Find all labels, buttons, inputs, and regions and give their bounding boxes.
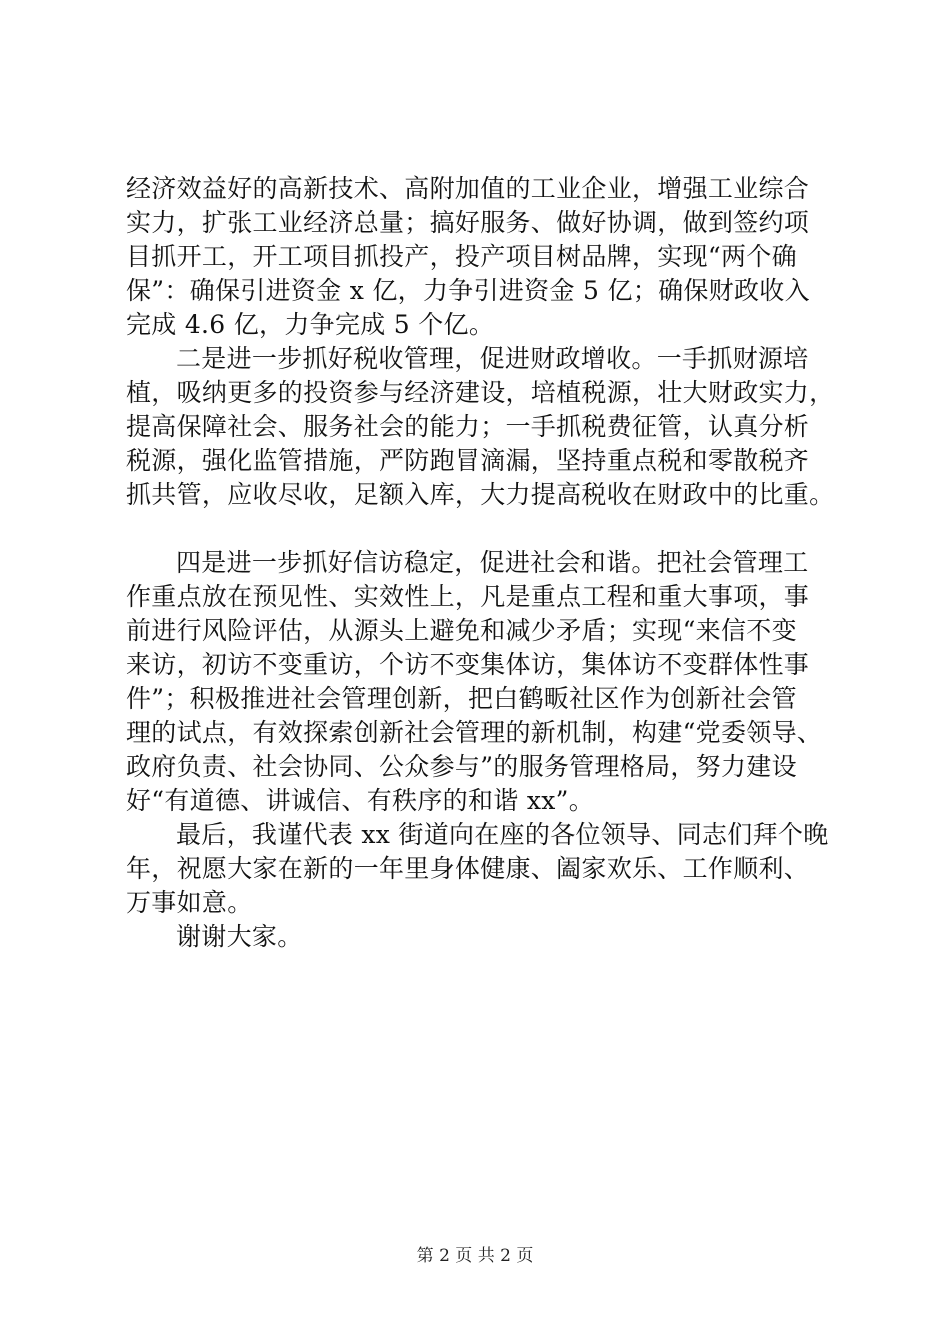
paragraph-start-line: 四是进一步抓好信访稳定，促进社会和谐。把社会管理工 — [176, 548, 809, 577]
paragraph-start-line: 最后，我谨代表 xx 街道向在座的各位领导、同志们拜个晚 — [176, 820, 829, 849]
text-line: 前进行风险评估，从源头上避免和减少矛盾；实现“来信不变 — [126, 616, 797, 645]
text-line: 年，祝愿大家在新的一年里身体健康、阖家欢乐、工作顺利、 — [126, 854, 810, 883]
text-line: 税源，强化监管措施，严防跑冒滴漏，坚持重点税和零散税齐 — [126, 446, 810, 475]
text-line: 抓共管，应收尽收，足额入库，大力提高税收在财政中的比重。 — [126, 480, 835, 509]
paragraph-start-line: 二是进一步抓好税收管理，促进财政增收。一手抓财源培 — [176, 344, 809, 373]
text-line: 理的试点，有效探索创新社会管理的新机制，构建“党委领导、 — [126, 718, 823, 747]
text-line: 完成 4.6 亿，力争完成 5 个亿。 — [126, 310, 495, 339]
text-line: 提高保障社会、服务社会的能力；一手抓税费征管，认真分析 — [126, 412, 810, 441]
text-line: 万事如意。 — [126, 888, 253, 917]
document-body — [126, 172, 846, 954]
text-line: 经济效益好的高新技术、高附加值的工业企业，增强工业综合 — [126, 174, 810, 203]
text-line: 目抓开工，开工项目抓投产，投产项目树品牌，实现“两个确 — [126, 242, 797, 271]
closing-line: 谢谢大家。 — [176, 922, 303, 951]
text-line: 政府负责、社会协同、公众参与”的服务管理格局，努力建设 — [126, 752, 797, 781]
text-line: 件”；积极推进社会管理创新，把白鹤畈社区作为创新社会管 — [126, 684, 797, 713]
text-line: 好“有道德、讲诚信、有秩序的和谐 xx”。 — [126, 786, 595, 815]
text-line: 作重点放在预见性、实效性上，凡是重点工程和重大事项，事 — [126, 582, 810, 611]
page-footer: 第 2 页 共 2 页 — [416, 1246, 534, 1266]
text-line: 实力，扩张工业经济总量；搞好服务、做好协调，做到签约项 — [126, 208, 810, 237]
text-line: 来访，初访不变重访，个访不变集体访，集体访不变群体性事 — [126, 650, 810, 679]
text-line: 植，吸纳更多的投资参与经济建设，培植税源，壮大财政实力， — [126, 378, 835, 407]
paragraph-gap — [126, 512, 846, 546]
text-line: 保”：确保引进资金 x 亿，力争引进资金 5 亿；确保财政收入 — [126, 276, 810, 305]
